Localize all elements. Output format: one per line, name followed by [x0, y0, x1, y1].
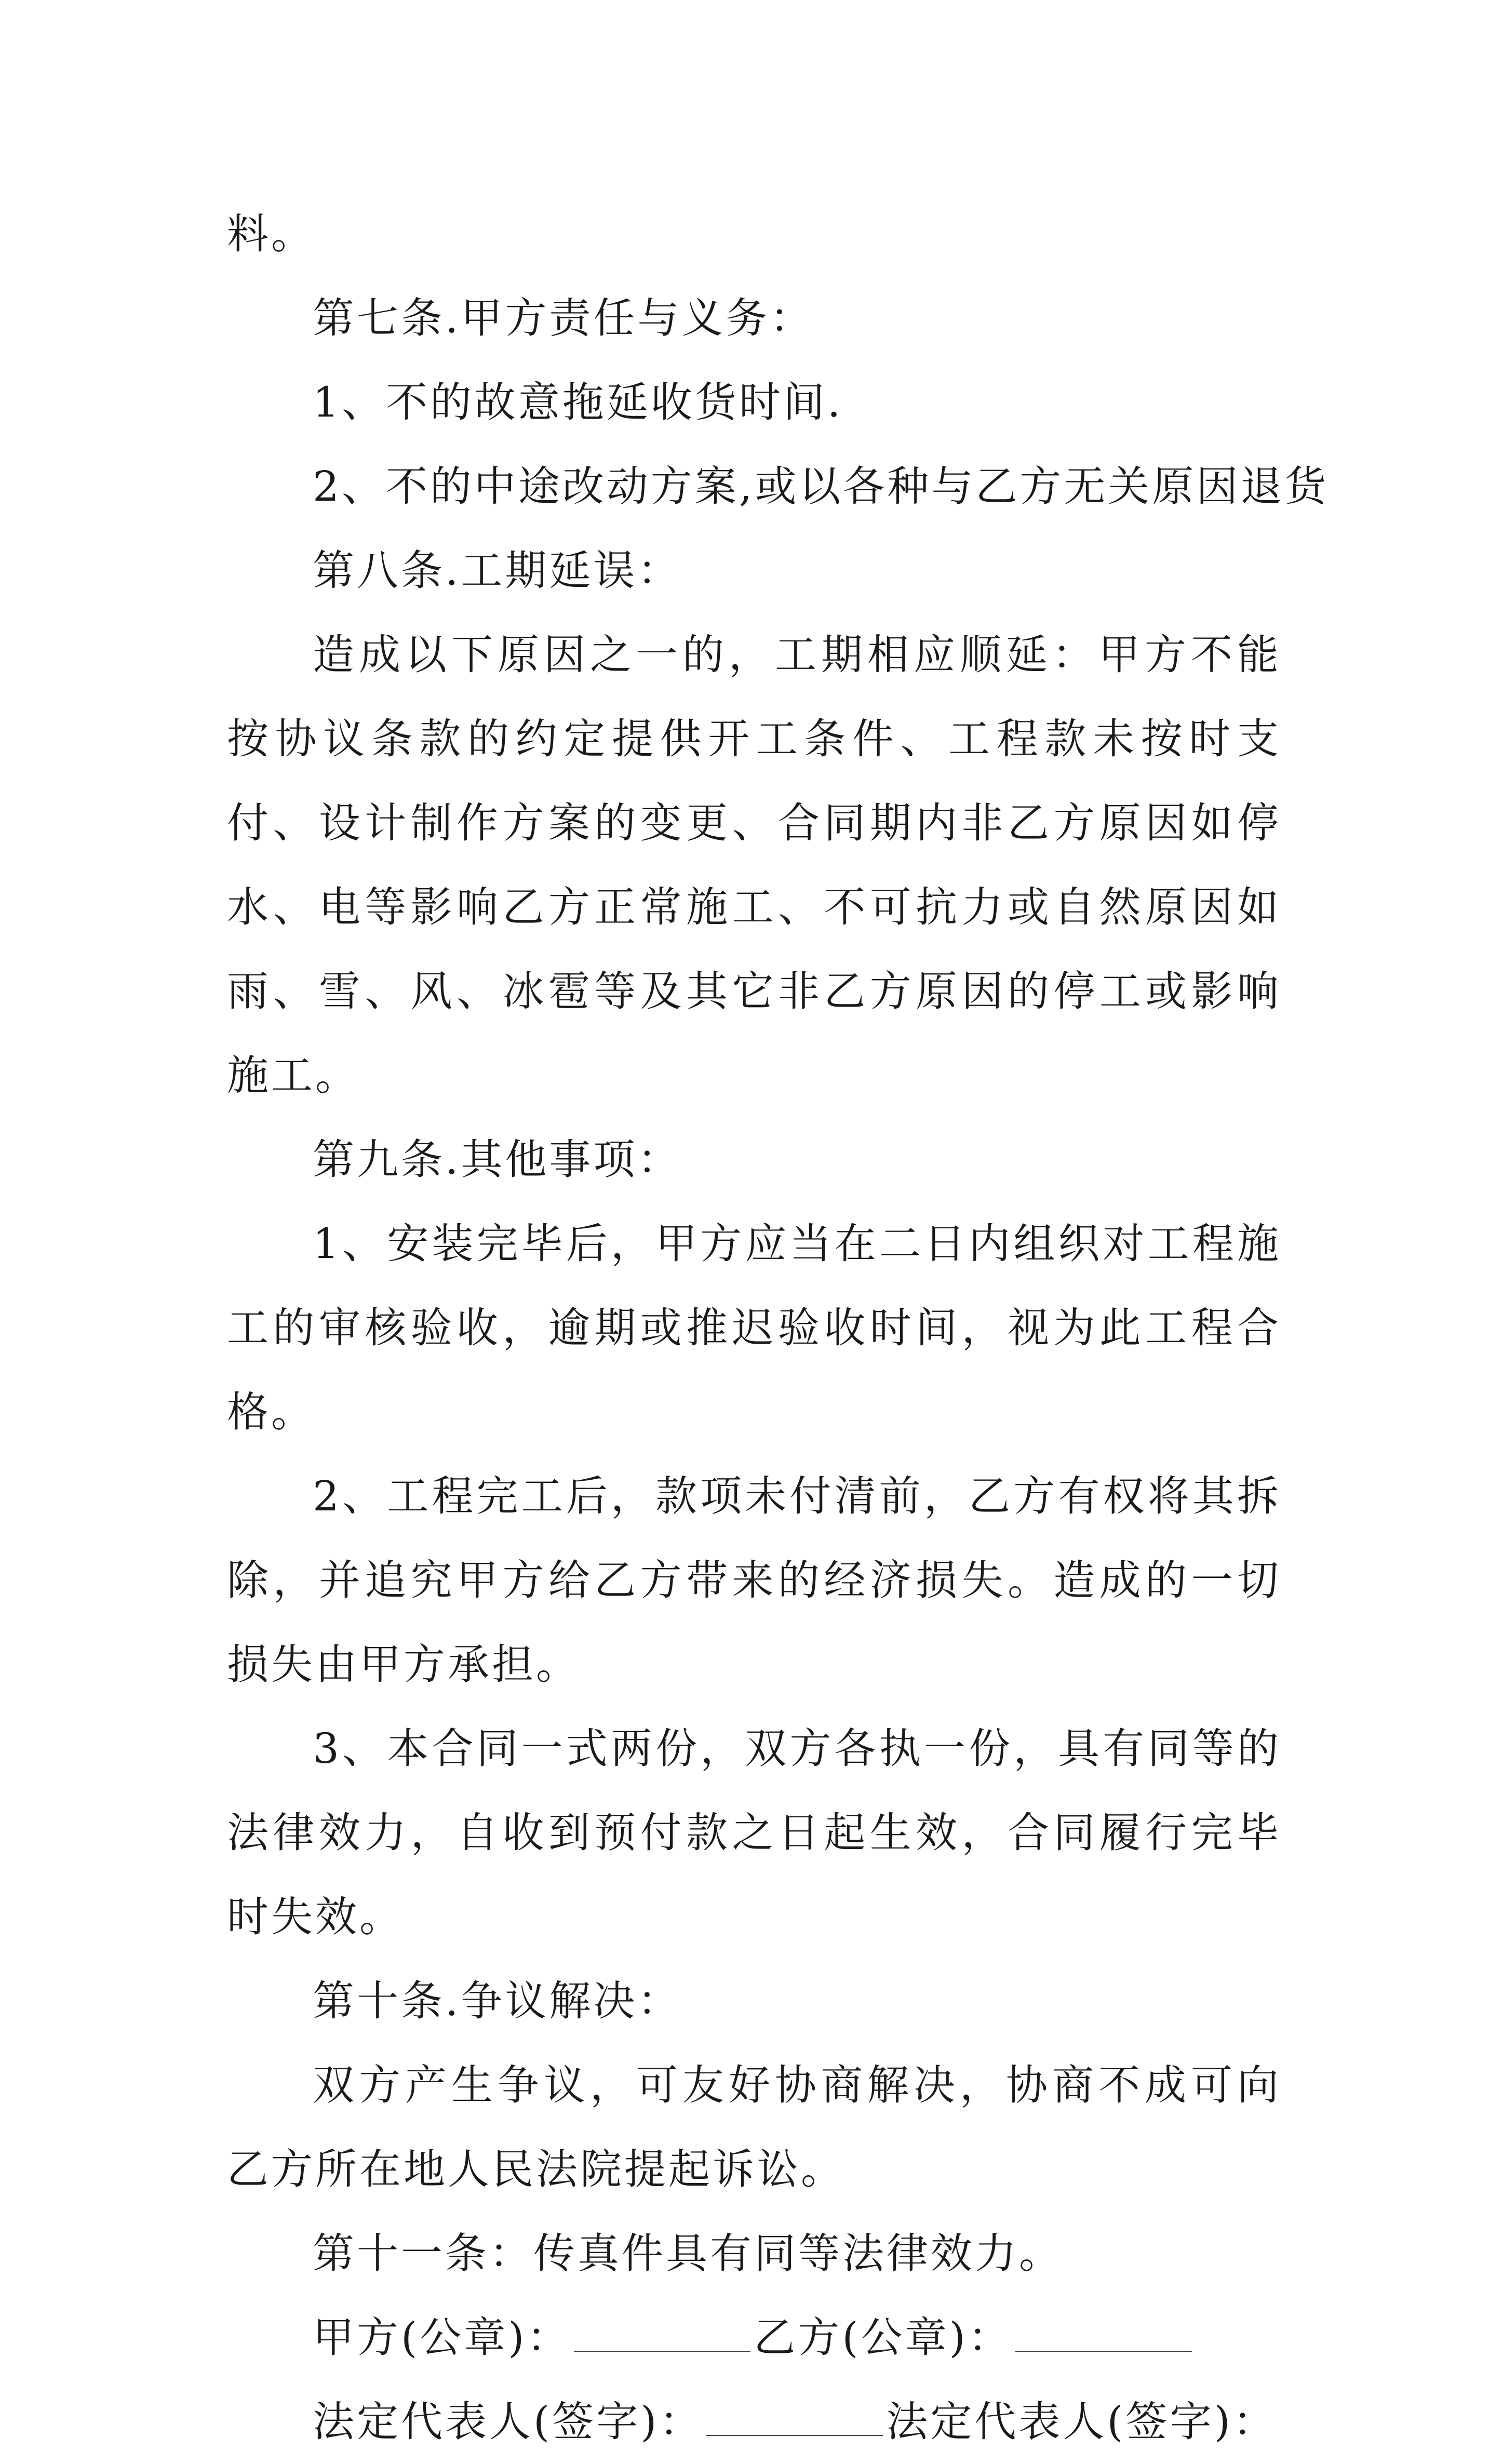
- article-8-body: 造成以下原因之一的，工期相应顺延：甲方不能按协议条款的约定提供开工条件、工程款未按时支付、设计制作方案的变更、合同期内非乙方原因如停水、电等影响乙方正常施工、不可抗力或自然原因如雨、雪、风、冰雹等及其它非乙方原因的停工或影响施工。: [227, 631, 1281, 1100]
- article-11: 第十一条：传真件具有同等法律效力。: [313, 2229, 1063, 2278]
- article-10-heading: 第十条.争议解决：: [313, 1977, 682, 2025]
- representative-line: [227, 2380, 1281, 2464]
- article-10-body: 双方产生争议，可友好协商解决，协商不成可向乙方所在地人民法院提起诉讼。: [227, 2061, 1281, 2193]
- article-7-item-2: 2、不的中途改动方案,或以各种与乙方无关原因退货: [313, 462, 1329, 511]
- paragraph-continuation: 料。: [227, 210, 315, 258]
- party-a-rep-blank: [706, 2404, 883, 2436]
- party-b-seal-label: 乙方(公章)：: [754, 2313, 1012, 2362]
- article-9-heading: 第九条.其他事项：: [313, 1135, 682, 1184]
- article-8-heading: 第八条.工期延误：: [313, 546, 682, 595]
- article-7-heading: 第七条.甲方责任与义务：: [313, 294, 814, 342]
- party-a-rep-label: 法定代表人(签字)：: [313, 2398, 704, 2446]
- seal-line: [227, 2296, 1281, 2380]
- article-9-item-3: 3、本合同一式两份，双方各执一份，具有同等的法律效力，自收到预付款之日起生效，合同履行完毕时失效。: [227, 1724, 1281, 1941]
- article-7-item-1: 1、不的故意拖延收货时间.: [313, 378, 843, 426]
- party-b-rep-label: 法定代表人(签字)：: [886, 2398, 1277, 2446]
- party-a-seal-blank: [574, 2320, 750, 2352]
- party-b-seal-blank: [1015, 2320, 1192, 2352]
- party-a-seal-label: 甲方(公章)：: [313, 2313, 571, 2362]
- article-9-item-1: 1、安装完毕后，甲方应当在二日内组织对工程施工的审核验收，逾期或推迟验收时间，视为此工程合格。: [227, 1220, 1281, 1436]
- document-body: [227, 192, 1329, 2464]
- article-9-item-2: 2、工程完工后，款项未付清前，乙方有权将其拆除，并追究甲方给乙方带来的经济损失。造成的一切损失由甲方承担。: [227, 1472, 1281, 1689]
